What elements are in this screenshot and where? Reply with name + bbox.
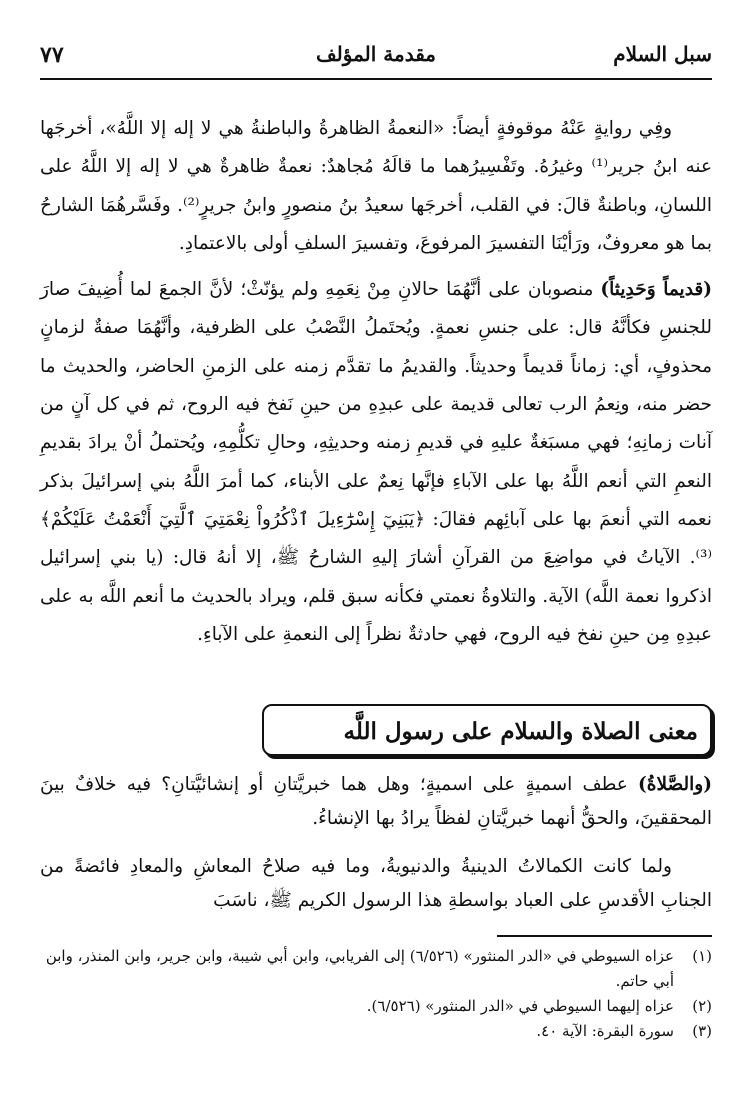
footnote-number: (١): [692, 947, 712, 965]
main-text-continued: [40, 768, 712, 918]
footnote-number: (٣): [692, 1022, 712, 1040]
footnote-text: سورة البقرة: الآية ٤٠.: [536, 1022, 674, 1040]
paragraph-3: [40, 768, 712, 836]
footnote-text: عزاه السيوطي في «الدر المنثور» (٦/٥٢٦) إلى الفريابي، وابن أبي شيبة، وابن جرير، وابن المنذر، وابن أبي حاتم.: [45, 947, 674, 990]
footnote-divider: [497, 935, 712, 937]
footnotes: [40, 944, 712, 1044]
footnote-2: [40, 994, 712, 1019]
paragraph-1: وفِي روايةٍ عَنْهُ موقوفةٍ أيضاً: «النعمةُ الظاهرةُ والباطنةُ هي لا إله إلا اللَّهُ»، أخرجَها عنه ابنُ جرير⁽¹⁾ وغيرُهُ. وتَفْسِيرُهما ما قالَهُ مُجاهدٌ: نعمةٌ ظاهرةٌ هي لا إله إلا اللَّهُ على اللسانِ، وباطنةٌ قالَ: في القلب، أخرجَها سعيدُ بنُ منصورٍ وابنُ جريرٍ⁽²⁾. وفَسَّرهُمَا الشارحُ بما هو معروفٌ، ورَأيْنَا التفسيرَ المرفوعَ، وتفسيرَ السلفِ أولى بالاعتمادِ.: [40, 118, 712, 254]
footnote-text: عزاه إليهما السيوطي في «الدر المنثور» (٦/٥٢٦).: [366, 997, 674, 1015]
footnote-1: [40, 944, 712, 994]
paragraph-2: [40, 271, 712, 654]
paragraph-3-lead: (والصَّلاةُ): [638, 774, 712, 795]
footnote-number: (٢): [692, 997, 712, 1015]
footnote-3: [40, 1019, 712, 1044]
chapter-title: مقدمة المؤلف: [315, 42, 437, 66]
paragraph-3-text: عطف اسميةٍ على اسميةٍ؛ وهل هما خبريَّتانِ أو إنشائيَّتانِ؟ فيه خلافٌ بينَ المحققينَ، والحقُّ أنهما خبريَّتانِ لفظاً يرادُ بها الإنشاءُ.: [40, 774, 712, 829]
running-header: [40, 38, 712, 78]
paragraph-2-lead: (قديماً وَحَدِيثاً): [600, 279, 712, 301]
paragraph-4: ولما كانت الكمالاتُ الدينيةُ والدنيويةُ، وما فيه صلاحُ المعاشِ والمعادِ فائضةً من الجنابِ الأقدسِ على العباد بواسطةِ هذا الرسول الكريم ﷺ، ناسَبَ: [40, 856, 712, 911]
paragraph-2-text: منصوبان على أنَّهُمَا حالانِ مِنْ نِعَمِهِ ولم يؤنّثْ؛ لأنَّ الجمعَ لما أُضِيفَ صارَ للجنسِ فكأنَّهُ قال: على جنسِ نعمةٍ. ويُحتَملُ النَّصْبُ على الظرفية، وأنَّهُمَا صفةٌ لزمانٍ محذوفٍ، أي: زماناً قديماً وحديثاً. والقديمُ ما تقدَّم زمنه على الزمنِ الحاضر، والحديث ما حضر منه، ونِعمُ الرب تعالى قديمة على عبدِهِ من حينِ نَفخ فيه الروح، ثم في كل آنٍ من آنات زمانِهِ؛ فهي مسبَغةٌ عليهِ في قديمِ زمنه وحديثِهِ، وحالِ تكلُّمِهِ، ويُحتملُ أنْ يرادَ بقديمِ النعمِ التي أنعم اللَّهُ بها على الآباءِ فإنَّها نِعمٌ على الأبناء، كما أمرَ اللَّهُ بني إسرائيلَ بذكر نعمه التي أنعمَ بها على آبائِهم فقالَ: ﴿يَبَنِيٓ إِسْرَٰٓءِيلَ ٱذْكُرُواْ نِعْمَتِيَ ٱلَّتِيٓ أَنْعَمْتُ عَلَيْكُمْ﴾⁽³⁾. الآياتُ في مواضِعَ من القرآنِ أشارَ إليهِ الشارحُ ﷺ، إلا أنهُ قال: (يا بني إسرائيل اذكروا نعمة اللَّه) الآية. والتلاوةُ نعمتي فكأنه سبق قلم، ويراد بالحديث ما أنعم اللَّه به على عبدِهِ مِن حينِ نفخ فيه الروح، فهي حادثةٌ نظراً إلى النعمةِ على الآباءِ.: [40, 279, 712, 645]
header-divider: [40, 78, 712, 80]
main-text: [40, 110, 712, 654]
section-heading: معنى الصلاة والسلام على رسول اللَّه: [262, 704, 712, 756]
page-number: ٧٧: [40, 42, 64, 68]
book-title: سبل السلام: [613, 42, 712, 66]
